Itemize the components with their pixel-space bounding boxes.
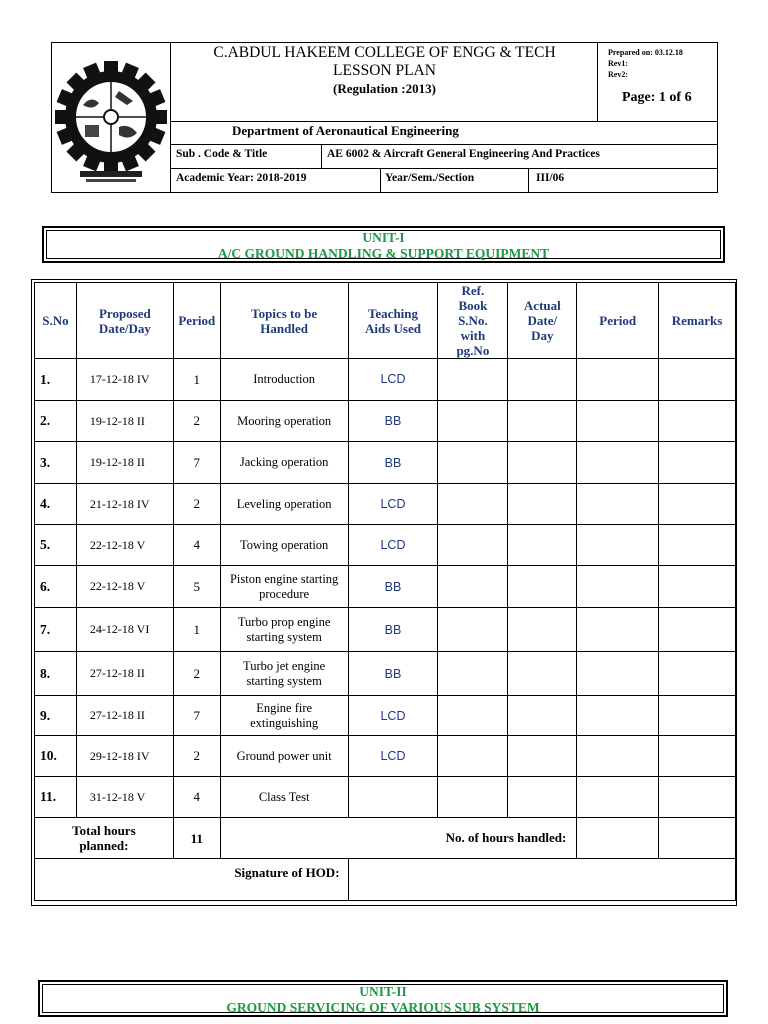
lesson-teaching-aid: BB bbox=[348, 401, 438, 442]
lesson-ref-book bbox=[438, 736, 508, 777]
lesson-proposed-date: 17-12-18 IV bbox=[76, 359, 173, 401]
col-actual: Actual Date/ Day bbox=[508, 283, 577, 359]
lesson-period: 2 bbox=[173, 401, 220, 442]
col-proposed: Proposed Date/Day bbox=[76, 283, 173, 359]
lesson-actual-period bbox=[577, 442, 659, 484]
lesson-ref-book bbox=[438, 696, 508, 736]
lesson-sno: 6. bbox=[35, 566, 77, 608]
lesson-ref-book bbox=[438, 652, 508, 696]
lesson-remarks bbox=[659, 566, 736, 608]
lesson-sno: 3. bbox=[35, 442, 77, 484]
lesson-actual-date bbox=[508, 484, 577, 525]
lesson-sno: 5. bbox=[35, 525, 77, 566]
lesson-actual-period bbox=[577, 608, 659, 652]
lesson-topic: Class Test bbox=[220, 777, 348, 818]
lesson-proposed-date: 21-12-18 IV bbox=[76, 484, 173, 525]
revision-box bbox=[597, 43, 718, 121]
lesson-actual-date bbox=[508, 608, 577, 652]
lesson-actual-date bbox=[508, 401, 577, 442]
lesson-period: 7 bbox=[173, 696, 220, 736]
lesson-topic: Introduction bbox=[220, 359, 348, 401]
unit-2-title: UNIT-II bbox=[359, 984, 407, 999]
lesson-period: 4 bbox=[173, 777, 220, 818]
col-aids: Teaching Aids Used bbox=[348, 283, 438, 359]
lesson-actual-period bbox=[577, 696, 659, 736]
lesson-topic: Jacking operation bbox=[220, 442, 348, 484]
lesson-proposed-date: 29-12-18 IV bbox=[76, 736, 173, 777]
table-row bbox=[35, 484, 736, 525]
lesson-topic: Towing operation bbox=[220, 525, 348, 566]
lesson-period: 7 bbox=[173, 442, 220, 484]
lesson-teaching-aid: BB bbox=[348, 566, 438, 608]
lesson-teaching-aid bbox=[348, 777, 438, 818]
lesson-actual-date bbox=[508, 777, 577, 818]
lesson-remarks bbox=[659, 401, 736, 442]
lesson-remarks bbox=[659, 736, 736, 777]
gear-emblem-icon bbox=[52, 43, 170, 191]
lesson-ref-book bbox=[438, 484, 508, 525]
lesson-actual-date bbox=[508, 359, 577, 401]
lesson-actual-period bbox=[577, 525, 659, 566]
lesson-sno: 9. bbox=[35, 696, 77, 736]
table-row bbox=[35, 442, 736, 484]
subcode-value: AE 6002 & Aircraft General Engineering And Practices bbox=[327, 148, 600, 160]
table-row bbox=[35, 525, 736, 566]
lesson-topic: Mooring operation bbox=[220, 401, 348, 442]
academic-year: Academic Year: 2018-2019 bbox=[176, 172, 307, 184]
unit-1-subtitle: A/C GROUND HANDLING & SUPPORT EQUIPMENT bbox=[217, 246, 550, 261]
table-row bbox=[35, 652, 736, 696]
lesson-period: 2 bbox=[173, 484, 220, 525]
table-row bbox=[35, 608, 736, 652]
divider bbox=[171, 168, 718, 169]
lesson-topic: Piston engine starting procedure bbox=[220, 566, 348, 608]
divider bbox=[171, 121, 718, 122]
lesson-remarks bbox=[659, 359, 736, 401]
rev2: Rev2: bbox=[608, 70, 628, 79]
table-row bbox=[35, 401, 736, 442]
lesson-actual-date bbox=[508, 736, 577, 777]
lesson-ref-book bbox=[438, 359, 508, 401]
col-topics: Topics to be Handled bbox=[220, 283, 348, 359]
lesson-remarks bbox=[659, 608, 736, 652]
divider bbox=[171, 144, 718, 145]
lesson-period: 1 bbox=[173, 359, 220, 401]
lesson-teaching-aid: BB bbox=[348, 608, 438, 652]
lesson-period: 4 bbox=[173, 525, 220, 566]
col-remarks: Remarks bbox=[659, 283, 736, 359]
unit-1-title: UNIT-I bbox=[362, 230, 405, 245]
lesson-topic: Ground power unit bbox=[220, 736, 348, 777]
lesson-actual-period bbox=[577, 777, 659, 818]
lesson-sno: 2. bbox=[35, 401, 77, 442]
lesson-actual-period bbox=[577, 566, 659, 608]
lesson-proposed-date: 22-12-18 V bbox=[76, 525, 173, 566]
total-hours-value: 11 bbox=[173, 818, 220, 859]
table-row bbox=[35, 736, 736, 777]
divider bbox=[380, 168, 381, 192]
table-header-row bbox=[35, 283, 736, 359]
lesson-actual-date bbox=[508, 696, 577, 736]
year-sem-value: III/06 bbox=[536, 172, 565, 184]
col-sno: S.No bbox=[35, 283, 77, 359]
lesson-proposed-date: 27-12-18 II bbox=[76, 696, 173, 736]
table-row bbox=[35, 566, 736, 608]
lesson-ref-book bbox=[438, 608, 508, 652]
lesson-remarks bbox=[659, 484, 736, 525]
lesson-proposed-date: 19-12-18 II bbox=[76, 442, 173, 484]
lesson-actual-date bbox=[508, 652, 577, 696]
lesson-teaching-aid: LCD bbox=[348, 696, 438, 736]
lesson-ref-book bbox=[438, 442, 508, 484]
lesson-sno: 11. bbox=[35, 777, 77, 818]
college-heading bbox=[172, 44, 597, 98]
unit-2-subtitle: GROUND SERVICING OF VARIOUS SUB SYSTEM bbox=[226, 1000, 540, 1015]
regulation: (Regulation :2013) bbox=[333, 81, 436, 96]
lesson-proposed-date: 22-12-18 V bbox=[76, 566, 173, 608]
rev1: Rev1: bbox=[608, 59, 628, 68]
lesson-ref-book bbox=[438, 566, 508, 608]
lesson-proposed-date: 27-12-18 II bbox=[76, 652, 173, 696]
lesson-teaching-aid: LCD bbox=[348, 525, 438, 566]
lesson-ref-book bbox=[438, 777, 508, 818]
lesson-teaching-aid: LCD bbox=[348, 359, 438, 401]
hod-signature-label: Signature of HOD: bbox=[35, 859, 349, 901]
signature-row bbox=[35, 859, 736, 901]
lesson-actual-period bbox=[577, 736, 659, 777]
lesson-actual-date bbox=[508, 566, 577, 608]
college-name: C.ABDUL HAKEEM COLLEGE OF ENGG & TECH bbox=[213, 44, 556, 61]
lesson-actual-period bbox=[577, 401, 659, 442]
lesson-topic: Engine fire extinguishing bbox=[220, 696, 348, 736]
col-ref: Ref. Book S.No. with pg.No bbox=[438, 283, 508, 359]
lesson-actual-period bbox=[577, 652, 659, 696]
hod-signature-field bbox=[348, 859, 735, 901]
lesson-sno: 4. bbox=[35, 484, 77, 525]
year-sem-label: Year/Sem./Section bbox=[385, 172, 475, 184]
lesson-actual-period bbox=[577, 484, 659, 525]
lesson-sno: 10. bbox=[35, 736, 77, 777]
lesson-teaching-aid: BB bbox=[348, 652, 438, 696]
lesson-remarks bbox=[659, 696, 736, 736]
lesson-ref-book bbox=[438, 401, 508, 442]
lesson-topic: Leveling operation bbox=[220, 484, 348, 525]
lesson-teaching-aid: LCD bbox=[348, 484, 438, 525]
lesson-remarks bbox=[659, 525, 736, 566]
lesson-proposed-date: 19-12-18 II bbox=[76, 401, 173, 442]
total-row bbox=[35, 818, 736, 859]
lesson-period: 2 bbox=[173, 736, 220, 777]
department: Department of Aeronautical Engineering bbox=[232, 123, 459, 138]
lesson-sno: 7. bbox=[35, 608, 77, 652]
lesson-topic: Turbo jet engine starting system bbox=[220, 652, 348, 696]
subcode-label: Sub . Code & Title bbox=[176, 148, 268, 160]
col-period-2: Period bbox=[577, 283, 659, 359]
hours-handled-value bbox=[577, 818, 659, 859]
lesson-period: 1 bbox=[173, 608, 220, 652]
lesson-topic: Turbo prop engine starting system bbox=[220, 608, 348, 652]
lesson-actual-date bbox=[508, 525, 577, 566]
divider bbox=[528, 168, 529, 192]
document-title: LESSON PLAN bbox=[333, 62, 436, 79]
lesson-plan-table bbox=[34, 282, 736, 901]
table-row bbox=[35, 777, 736, 818]
lesson-proposed-date: 31-12-18 V bbox=[76, 777, 173, 818]
page-number: Page: 1 of 6 bbox=[622, 90, 692, 105]
lesson-sno: 8. bbox=[35, 652, 77, 696]
lesson-actual-period bbox=[577, 359, 659, 401]
lesson-proposed-date: 24-12-18 VI bbox=[76, 608, 173, 652]
table-row bbox=[35, 359, 736, 401]
unit-2-banner bbox=[38, 980, 728, 1017]
lesson-sno: 1. bbox=[35, 359, 77, 401]
col-period: Period bbox=[173, 283, 220, 359]
lesson-ref-book bbox=[438, 525, 508, 566]
unit-1-banner bbox=[42, 226, 725, 263]
lesson-period: 5 bbox=[173, 566, 220, 608]
prepared-on: Prepared on: 03.12.18 bbox=[608, 48, 683, 57]
college-logo bbox=[52, 43, 171, 192]
lesson-remarks bbox=[659, 652, 736, 696]
lesson-teaching-aid: LCD bbox=[348, 736, 438, 777]
divider bbox=[321, 144, 322, 168]
table-row bbox=[35, 696, 736, 736]
total-hours-label: Total hours planned: bbox=[35, 818, 174, 859]
lesson-period: 2 bbox=[173, 652, 220, 696]
lesson-remarks bbox=[659, 442, 736, 484]
lesson-remarks bbox=[659, 777, 736, 818]
total-remarks bbox=[659, 818, 736, 859]
lesson-teaching-aid: BB bbox=[348, 442, 438, 484]
lesson-actual-date bbox=[508, 442, 577, 484]
hours-handled-label: No. of hours handled: bbox=[220, 818, 577, 859]
